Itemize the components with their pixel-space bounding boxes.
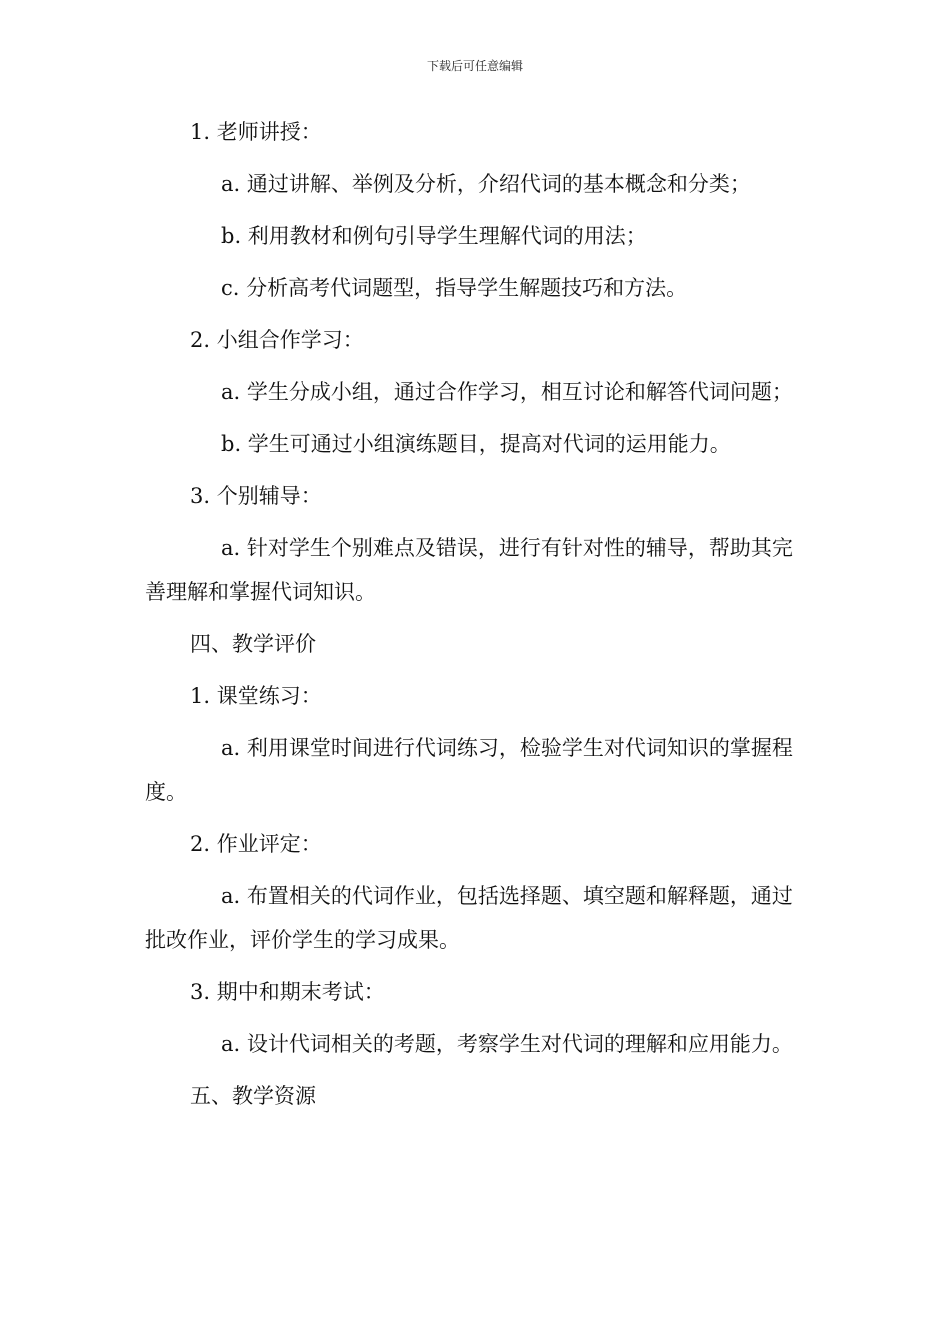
sub-item-b: b. 利用教材和例句引导学生理解代词的用法； bbox=[221, 224, 647, 248]
section-heading-resources: 五、教学资源 bbox=[190, 1084, 316, 1108]
list-item-group-study: 2. 小组合作学习： bbox=[190, 328, 364, 352]
sub-item-a: a. 利用课堂时间进行代词练习，检验学生对代词知识的掌握程度。 bbox=[145, 736, 793, 804]
page-header: 下载后可任意编辑 bbox=[426, 59, 523, 73]
sub-item-a: a. 针对学生个别难点及错误，进行有针对性的辅导，帮助其完善理解和掌握代词知识。 bbox=[145, 536, 793, 604]
sub-item-a: a. 通过讲解、举例及分析，介绍代词的基本概念和分类； bbox=[221, 172, 751, 196]
sub-item-b: b. 学生可通过小组演练题目，提高对代词的运用能力。 bbox=[221, 432, 731, 456]
list-item-teacher-lecture: 1. 老师讲授： bbox=[190, 120, 322, 144]
section-heading-evaluation: 四、教学评价 bbox=[190, 632, 316, 656]
list-item-class-practice: 1. 课堂练习： bbox=[190, 684, 322, 708]
document-body bbox=[145, 110, 795, 1118]
sub-item-a: a. 布置相关的代词作业，包括选择题、填空题和解释题，通过批改作业，评价学生的学习成果。 bbox=[145, 884, 793, 952]
list-item-tutoring: 3. 个别辅导： bbox=[190, 484, 322, 508]
list-item-homework: 2. 作业评定： bbox=[190, 832, 322, 856]
sub-item-a: a. 学生分成小组，通过合作学习，相互讨论和解答代词问题； bbox=[221, 380, 793, 404]
sub-item-a: a. 设计代词相关的考题，考察学生对代词的理解和应用能力。 bbox=[221, 1032, 793, 1056]
list-item-exams: 3. 期中和期末考试： bbox=[190, 980, 385, 1004]
sub-item-c: c. 分析高考代词题型，指导学生解题技巧和方法。 bbox=[221, 276, 688, 300]
